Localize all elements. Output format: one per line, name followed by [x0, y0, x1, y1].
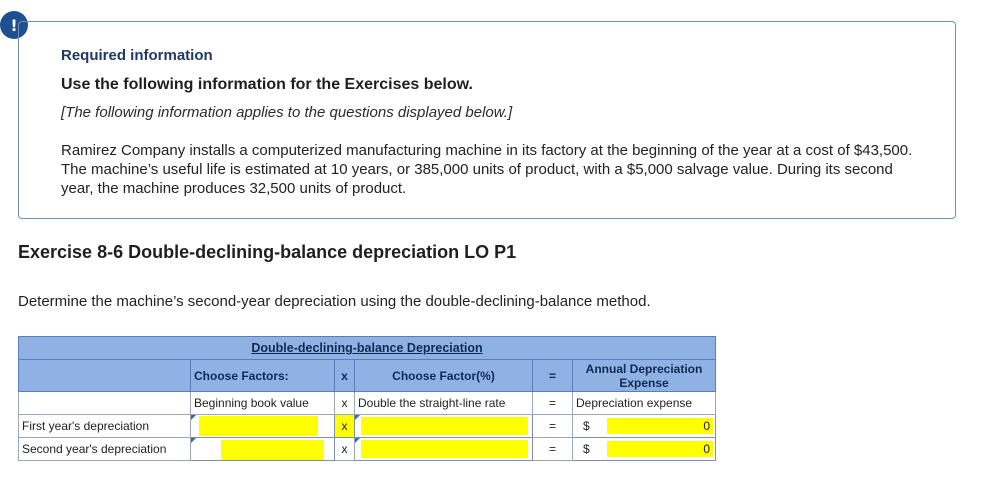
highlight-mark [361, 440, 528, 458]
factor-select-label[interactable]: Beginning book value [191, 392, 335, 415]
first-year-equals: = [533, 415, 573, 438]
ddb-depreciation-table [18, 336, 716, 461]
header-equals: = [533, 360, 573, 392]
second-year-times: x [335, 438, 355, 461]
required-info-title: Required information [61, 47, 213, 64]
highlight-mark [607, 418, 713, 434]
header-annual-depreciation: Annual Depreciation Expense [573, 360, 716, 392]
applies-note: [The following information applies to the questions displayed below.] [61, 104, 513, 121]
first-year-amount-field[interactable] [573, 415, 716, 438]
header-choose-factor-pct: Choose Factor(%) [355, 360, 533, 392]
label-row-blank [19, 392, 191, 415]
second-year-amount-field[interactable] [573, 438, 716, 461]
first-year-amount-value: 0 [703, 419, 710, 433]
highlight-mark [607, 441, 713, 457]
first-year-times: x [335, 415, 355, 438]
first-year-factor-select[interactable] [191, 415, 335, 438]
header-times: x [335, 360, 355, 392]
first-year-pct-select[interactable] [355, 415, 533, 438]
highlight-mark [221, 440, 324, 460]
label-row-times: x [335, 392, 355, 415]
header-blank [19, 360, 191, 392]
dropdown-marker-icon [355, 438, 360, 443]
currency-symbol: $ [583, 419, 590, 433]
dropdown-marker-icon [191, 415, 196, 420]
highlight-mark [199, 416, 318, 436]
row-label-first-year: First year's depreciation [19, 415, 191, 438]
result-label: Depreciation expense [573, 392, 716, 415]
second-year-pct-select[interactable] [355, 438, 533, 461]
highlight-mark [361, 417, 528, 435]
pct-select-label[interactable]: Double the straight-line rate [355, 392, 533, 415]
second-year-amount-value: 0 [703, 442, 710, 456]
currency-symbol: $ [583, 442, 590, 456]
second-year-equals: = [533, 438, 573, 461]
row-label-second-year: Second year's depreciation [19, 438, 191, 461]
exercise-title: Exercise 8-6 Double-declining-balance depreciation LO P1 [18, 242, 517, 262]
instruction-text: Determine the machine’s second-year depreciation using the double-declining-balance method. [18, 293, 651, 310]
use-info-heading: Use the following information for the Exercises below. [61, 76, 473, 93]
second-year-factor-select[interactable] [191, 438, 335, 461]
dropdown-marker-icon [355, 415, 360, 420]
header-choose-factors: Choose Factors: [191, 360, 335, 392]
scenario-text: Ramirez Company installs a computerized manufacturing machine in its factory at the beginning of the year at a cost of $43,500. The machine’s useful life is estimated at 10 years, or 385,000 units of product, with a $5,000 salvage value. During its second year, the machine produces 32,500 units of product. [61, 142, 913, 197]
exclamation-icon: ! [0, 11, 28, 39]
table-title: Double-declining-balance Depreciation [19, 337, 716, 360]
label-row-equals: = [533, 392, 573, 415]
dropdown-marker-icon [191, 438, 196, 443]
